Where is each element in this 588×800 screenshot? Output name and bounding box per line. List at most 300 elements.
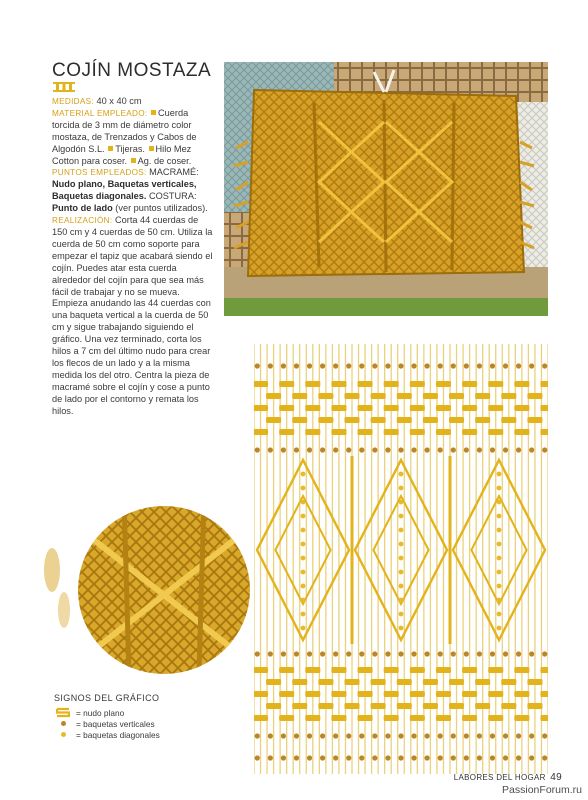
diagonal-bar-dot (399, 542, 404, 547)
page-footer (454, 772, 562, 783)
square-knot-mark (501, 393, 516, 399)
square-knot-mark (449, 679, 464, 685)
vertical-bar-dot (346, 733, 351, 738)
vertical-bar-dot (529, 651, 534, 656)
vertical-bar-dot (320, 363, 325, 368)
chart-legend (54, 693, 234, 740)
vertical-bar-dot (268, 651, 273, 656)
square-knot-mark (475, 393, 490, 399)
vertical-bar-dot (516, 363, 521, 368)
square-knot-mark (344, 417, 359, 423)
vertical-bar-dot (385, 755, 390, 760)
square-knot-mark (279, 405, 294, 411)
square-knot-mark (527, 679, 542, 685)
square-knot-mark (384, 381, 399, 387)
vertical-bar-dot (425, 363, 430, 368)
square-knot-mark (279, 381, 294, 387)
vertical-bar-dot (438, 733, 443, 738)
vertical-bar-dot (503, 733, 508, 738)
vertical-bar-dot (294, 363, 299, 368)
square-knot-mark (358, 715, 373, 721)
square-knot-mark (292, 679, 307, 685)
diagonal-bar-dot (497, 612, 502, 617)
vertical-bar-dot (359, 363, 364, 368)
vertical-bar-dot (268, 363, 273, 368)
vertical-bar-dot (529, 447, 534, 452)
vertical-bar-dot (372, 651, 377, 656)
vertical-bar-dot (281, 447, 286, 452)
vertical-bar-dot (477, 733, 482, 738)
bullet-square-icon (131, 158, 136, 163)
diagonal-bar-dot (301, 486, 306, 491)
vertical-bar-dot (451, 651, 456, 656)
square-knot-mark (475, 417, 490, 423)
square-knot-mark (449, 417, 464, 423)
square-knot-mark (305, 715, 320, 721)
vertical-bar-dot (320, 447, 325, 452)
square-knot-mark (254, 405, 268, 411)
square-knot-mark (423, 417, 438, 423)
macrame-stitches: Nudo plano, Baquetas verticales, Baquetas diagonales. (52, 179, 197, 202)
vertical-bar-dot (516, 755, 521, 760)
square-knot-mark (384, 429, 399, 435)
square-knot-mark (436, 667, 451, 673)
square-knot-mark (371, 417, 386, 423)
vertical-bar-dot (281, 733, 286, 738)
square-knot-mark (384, 667, 399, 673)
yellow-dot-icon (61, 732, 66, 737)
square-knot-mark (436, 429, 451, 435)
vertical-bar-dot (359, 755, 364, 760)
vertical-bar-dot (307, 447, 312, 452)
diagonal-bar-dot (301, 612, 306, 617)
square-knot-mark (254, 715, 268, 721)
square-knot-mark (501, 417, 516, 423)
diagonal-bar-dot (399, 584, 404, 589)
square-knot-mark (292, 417, 307, 423)
square-knot-mark (254, 691, 268, 697)
material-item-needle: Ag. de coser. (137, 155, 192, 166)
diagonal-bar-dot (497, 500, 502, 505)
diagonal-bar-dot (497, 570, 502, 575)
legend-item-square-knot (54, 707, 234, 718)
square-knot-mark (488, 381, 503, 387)
diagonal-bar-dot (301, 542, 306, 547)
diagonal-bar-dot (497, 584, 502, 589)
legend-item-diagonal (54, 729, 234, 740)
square-knot-mark (384, 715, 399, 721)
material-paragraph (52, 108, 214, 168)
vertical-bar-dot (333, 651, 338, 656)
diagonal-bar-dot (497, 626, 502, 631)
vertical-bar-dot (490, 447, 495, 452)
vertical-bar-dot (411, 447, 416, 452)
watermark: PassionForum.ru (502, 784, 582, 796)
vertical-bar-dot (333, 447, 338, 452)
square-knot-mark (514, 691, 529, 697)
diagonal-bar-dot (399, 528, 404, 533)
diagonal-bar-dot (301, 500, 306, 505)
square-knot-mark (436, 405, 451, 411)
diagonal-bar-dot (399, 570, 404, 575)
vertical-bar-dot (477, 755, 482, 760)
square-knot-mark (462, 405, 477, 411)
vertical-bar-dot (477, 447, 482, 452)
vertical-bar-dot (490, 733, 495, 738)
vertical-bar-dot (385, 363, 390, 368)
vertical-bar-dot (320, 755, 325, 760)
diagonal-bar-dot (497, 556, 502, 561)
square-knot-mark (331, 429, 346, 435)
vertical-bar-dot (477, 363, 482, 368)
vertical-bar-dot (451, 363, 456, 368)
square-knot-mark (384, 691, 399, 697)
sewing-stitch: Punto de lado (52, 203, 113, 214)
square-knot-mark (527, 417, 542, 423)
vertical-bar-dot (411, 755, 416, 760)
square-knot-mark (423, 679, 438, 685)
diagonal-bar-dot (301, 528, 306, 533)
diagonal-bar-dot (497, 528, 502, 533)
page-number: 49 (550, 772, 562, 783)
vertical-bar-dot (294, 447, 299, 452)
vertical-bar-dot (464, 651, 469, 656)
bullet-square-icon (149, 146, 154, 151)
square-knot-mark (514, 381, 529, 387)
square-knot-mark (318, 393, 333, 399)
square-knot-mark (292, 393, 307, 399)
square-knot-mark (462, 715, 477, 721)
square-knot-mark (488, 667, 503, 673)
vertical-bar-dot (281, 363, 286, 368)
vertical-bar-dot (294, 651, 299, 656)
diagonal-bar-dot (399, 500, 404, 505)
vertical-bar-dot (477, 651, 482, 656)
vertical-bar-dot (516, 651, 521, 656)
vertical-bar-dot (438, 363, 443, 368)
material-item-thread: Hilo Mez Cotton para coser. (52, 143, 192, 166)
square-knot-mark (423, 393, 438, 399)
diagonal-bar-dot (497, 514, 502, 519)
diagonal-bar-dot (497, 542, 502, 547)
vertical-bar-dot (464, 755, 469, 760)
square-knot-mark (410, 429, 425, 435)
square-knot-mark (527, 393, 542, 399)
diagonal-bar-dot (399, 556, 404, 561)
square-knot-mark (410, 381, 425, 387)
vertical-bar-dot (529, 755, 534, 760)
square-knot-mark (540, 667, 548, 673)
instructions-paragraph (52, 215, 214, 417)
square-knot-mark (475, 703, 490, 709)
vertical-bar-dot (268, 755, 273, 760)
square-knot-mark (279, 691, 294, 697)
square-knot-mark (423, 703, 438, 709)
square-knot-mark (410, 405, 425, 411)
diagonal-bar-dot (399, 472, 404, 477)
vertical-bar-dot (385, 733, 390, 738)
vertical-bar-dot (255, 733, 260, 738)
brown-dot-icon (61, 721, 66, 726)
square-knot-mark (449, 393, 464, 399)
square-knot-mark (331, 381, 346, 387)
square-knot-icon (54, 707, 72, 718)
square-knot-mark (410, 691, 425, 697)
square-knot-mark (279, 715, 294, 721)
vertical-bar-dot (385, 651, 390, 656)
diagonal-bar-dot (399, 626, 404, 631)
square-knot-mark (371, 679, 386, 685)
vertical-bar-dot (307, 363, 312, 368)
square-knot-mark (397, 679, 412, 685)
square-knot-mark (462, 381, 477, 387)
diagonal-bar-dot (301, 556, 306, 561)
diagonal-bar-dot (301, 598, 306, 603)
diagonal-bar-dot (301, 584, 306, 589)
vertical-bar-dot (490, 363, 495, 368)
square-knot-mark (488, 691, 503, 697)
square-knot-mark (436, 715, 451, 721)
square-knot-mark (358, 691, 373, 697)
square-knot-mark (371, 703, 386, 709)
square-knot-mark (305, 405, 320, 411)
vertical-bar-dot (307, 755, 312, 760)
vertical-bar-dot (411, 733, 416, 738)
square-knot-mark (358, 429, 373, 435)
vertical-bar-dot (503, 447, 508, 452)
square-knot-mark (266, 679, 281, 685)
vertical-bar-dot (346, 651, 351, 656)
square-knot-mark (266, 417, 281, 423)
square-knot-mark (488, 405, 503, 411)
vertical-bar-dot (503, 363, 508, 368)
square-knot-mark (410, 667, 425, 673)
square-knot-mark (292, 703, 307, 709)
vertical-bar-dot (425, 651, 430, 656)
vertical-bar-dot (398, 447, 403, 452)
square-knot-mark (462, 667, 477, 673)
square-knot-mark (318, 703, 333, 709)
square-knot-mark (436, 691, 451, 697)
macrame-label: MACRAMÉ: (146, 167, 199, 178)
square-knot-mark (514, 405, 529, 411)
square-knot-mark (397, 393, 412, 399)
vertical-bar-dot (255, 447, 260, 452)
vertical-bar-dot (464, 363, 469, 368)
vertical-bar-dot (529, 733, 534, 738)
vertical-bar-dot (411, 651, 416, 656)
vertical-bar-dot (307, 733, 312, 738)
square-knot-mark (527, 703, 542, 709)
vertical-bar-dot (451, 755, 456, 760)
square-knot-mark (266, 393, 281, 399)
diagonal-bar-dot (399, 612, 404, 617)
square-knot-mark (358, 667, 373, 673)
vertical-bar-dot (464, 447, 469, 452)
vertical-bar-dot (411, 363, 416, 368)
square-knot-mark (501, 679, 516, 685)
material-label: MATERIAL EMPLEADO: (52, 108, 148, 118)
vertical-bar-dot (398, 733, 403, 738)
page-title: COJÍN MOSTAZA (52, 60, 212, 81)
sewing-label: COSTURA: (146, 191, 197, 202)
vertical-bar-dot (503, 651, 508, 656)
square-knot-mark (397, 703, 412, 709)
instructions-text: Corta 44 cuerdas de 150 cm y 4 cuerdas de 50 cm. Utiliza la cuerda de 50 cm como soporte para empezar el tapiz que acabará siendo el cojín. Puedes atar esta cuerda alrededor del cojín para que sea más fácil de trabajar y no se mueva. Empieza anudando las 44 cuerdas con una baqueta vertical a la cuerda de 50 cm y sigue trabajando siguiendo el gráfico. Una vez terminado, corta los hilos a 7 cm del último nudo para crear los flecos de un lado y a la misma medida los del otro. Centra la pieza de macramé sobre el cojín y cose a punto de lado por el contorno y remata los hilos. (52, 215, 213, 416)
square-knot-mark (344, 679, 359, 685)
measures-label: MEDIDAS: (52, 97, 94, 106)
magazine-name: LABORES DEL HOGAR (453, 773, 546, 782)
square-knot-mark (279, 429, 294, 435)
vertical-bar-dot (542, 651, 547, 656)
vertical-bar-dot (425, 733, 430, 738)
vertical-bar-dot (333, 363, 338, 368)
square-knot-mark (501, 703, 516, 709)
square-knot-mark (331, 715, 346, 721)
square-knot-mark (514, 667, 529, 673)
vertical-bar-dot (451, 733, 456, 738)
vertical-bar-dot (346, 755, 351, 760)
square-knot-mark (475, 679, 490, 685)
square-knot-mark (305, 667, 320, 673)
vertical-bar-dot (438, 651, 443, 656)
vertical-bar-dot (542, 733, 547, 738)
vertical-bar-dot (255, 755, 260, 760)
vertical-bar-dot (451, 447, 456, 452)
square-knot-mark (514, 429, 529, 435)
diagonal-bar-dot (399, 598, 404, 603)
vertical-bar-dot (516, 733, 521, 738)
square-knot-mark (540, 429, 548, 435)
square-knot-mark (318, 417, 333, 423)
square-knot-mark (358, 405, 373, 411)
vertical-bar-dot (529, 363, 534, 368)
material-item-scissors: Tijeras. (115, 143, 145, 154)
instructions-column (52, 96, 214, 417)
diagonal-bar-dot (497, 472, 502, 477)
square-knot-mark (540, 691, 548, 697)
vertical-bar-dot (425, 755, 430, 760)
vertical-bar-dot (268, 733, 273, 738)
vertical-bar-dot (359, 447, 364, 452)
vertical-bar-dot (255, 651, 260, 656)
diagonal-bar-dot (399, 514, 404, 519)
vertical-bar-dot (398, 363, 403, 368)
vertical-bar-dot (464, 733, 469, 738)
square-knot-mark (436, 381, 451, 387)
vertical-bar-dot (542, 447, 547, 452)
square-knot-mark (540, 381, 548, 387)
square-knot-mark (358, 381, 373, 387)
vertical-bar-dot (268, 447, 273, 452)
square-knot-mark (397, 417, 412, 423)
vertical-bar-dot (490, 651, 495, 656)
square-knot-mark (488, 715, 503, 721)
square-knot-mark (254, 381, 268, 387)
vertical-bar-dot (320, 651, 325, 656)
cushion-photo (224, 62, 548, 316)
square-knot-mark (254, 667, 268, 673)
vertical-bar-dot (372, 363, 377, 368)
square-knot-mark (540, 715, 548, 721)
vertical-bar-dot (333, 733, 338, 738)
diagonal-bar-dot (399, 486, 404, 491)
diagonal-bar-dot (301, 626, 306, 631)
measures-paragraph (52, 96, 214, 108)
stitches-label: PUNTOS EMPLEADOS: (52, 168, 147, 178)
square-knot-mark (305, 691, 320, 697)
vertical-bar-dot (398, 651, 403, 656)
instructions-label: REALIZACIÓN: (52, 216, 113, 226)
vertical-bar-dot (372, 733, 377, 738)
vertical-bar-dot (333, 755, 338, 760)
square-knot-mark (449, 703, 464, 709)
vertical-bar-dot (255, 363, 260, 368)
vertical-bar-dot (503, 755, 508, 760)
square-knot-mark (279, 667, 294, 673)
vertical-bar-dot (359, 651, 364, 656)
vertical-bar-dot (294, 733, 299, 738)
vertical-bar-dot (346, 447, 351, 452)
legend-label: = baquetas verticales (76, 718, 155, 729)
diagonal-bar-dot (497, 598, 502, 603)
knot-decoration-icon (53, 82, 75, 92)
vertical-bar-dot (425, 447, 430, 452)
vertical-bar-dot (320, 733, 325, 738)
vertical-bar-dot (490, 755, 495, 760)
vertical-bar-dot (307, 651, 312, 656)
square-knot-mark (254, 429, 268, 435)
vertical-bar-dot (294, 755, 299, 760)
square-knot-mark (371, 393, 386, 399)
square-knot-mark (384, 405, 399, 411)
vertical-bar-dot (281, 755, 286, 760)
legend-label: = nudo plano (76, 707, 125, 718)
vertical-bar-dot (372, 755, 377, 760)
vertical-bar-dot (372, 447, 377, 452)
vertical-bar-dot (438, 755, 443, 760)
square-knot-mark (344, 703, 359, 709)
square-knot-mark (410, 715, 425, 721)
square-knot-mark (305, 429, 320, 435)
square-knot-mark (331, 667, 346, 673)
square-knot-mark (266, 703, 281, 709)
diagonal-bar-dot (301, 472, 306, 477)
square-knot-mark (305, 381, 320, 387)
vertical-bar-dot (359, 733, 364, 738)
square-knot-mark (540, 405, 548, 411)
measures-text: 40 x 40 cm (93, 96, 142, 106)
stitches-paragraph (52, 167, 214, 215)
diagonal-bar-dot (301, 570, 306, 575)
macrame-detail-photo (34, 500, 250, 674)
square-knot-mark (331, 405, 346, 411)
square-knot-mark (514, 715, 529, 721)
legend-title: SIGNOS DEL GRÁFICO (54, 693, 160, 703)
legend-label: = baquetas diagonales (76, 729, 160, 740)
material-item-cord: Cuerda torcida de 3 mm de diámetro color mostaza, de Trenzados y Cabos de Algodón S.L. (52, 107, 197, 154)
square-knot-mark (318, 679, 333, 685)
diagonal-bar-dot (497, 486, 502, 491)
macrame-pattern-chart (254, 344, 548, 774)
square-knot-mark (344, 393, 359, 399)
square-knot-mark (488, 429, 503, 435)
vertical-bar-dot (281, 651, 286, 656)
square-knot-mark (462, 691, 477, 697)
bullet-square-icon (108, 146, 113, 151)
vertical-bar-dot (516, 447, 521, 452)
bullet-square-icon (151, 110, 156, 115)
